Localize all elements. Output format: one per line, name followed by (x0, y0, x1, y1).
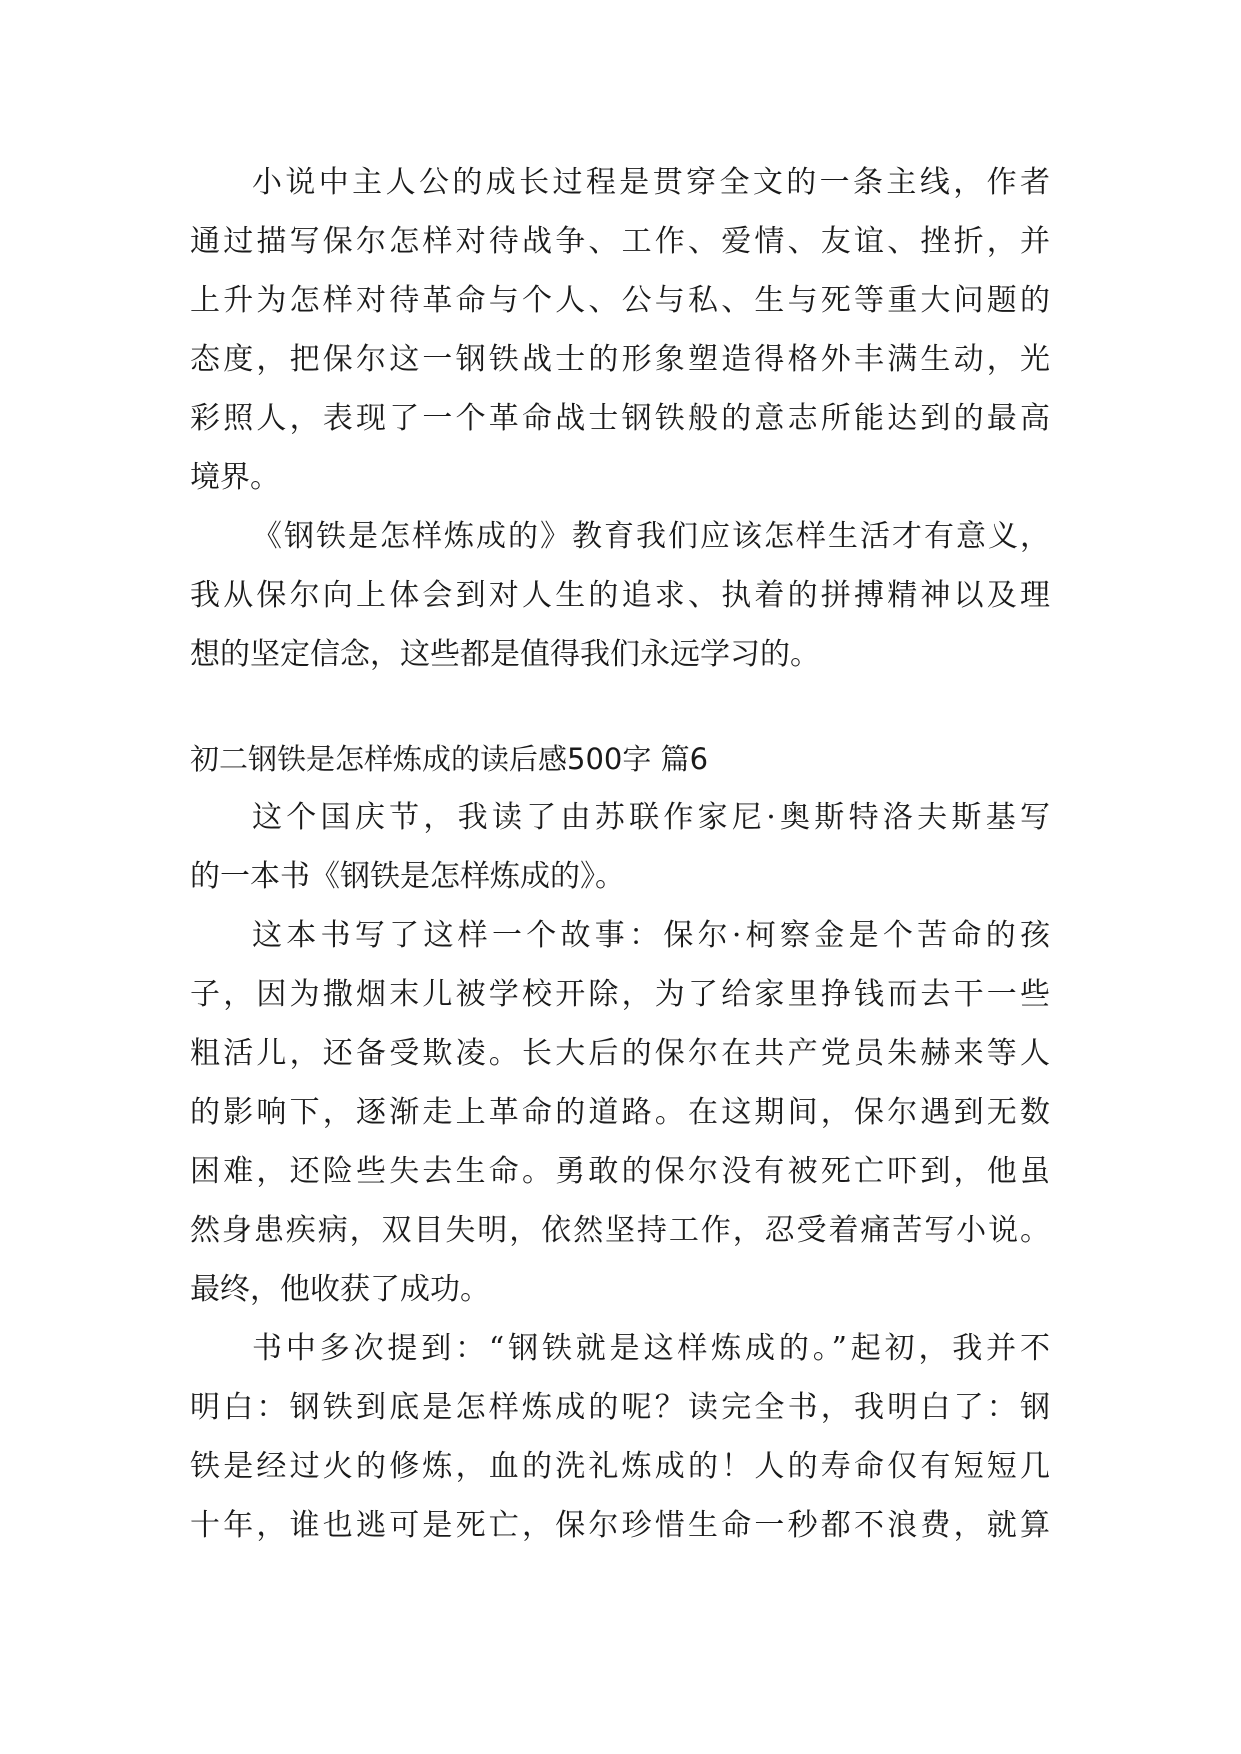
paragraph-line: 粗活儿，还备受欺凌。长大后的保尔在共产党员朱赫来等人 (190, 1036, 1050, 1071)
paragraph-line: 铁是经过火的修炼，血的洗礼炼成的！人的寿命仅有短短几 (190, 1449, 1050, 1484)
paragraph-line: 最终，他收获了成功。 (190, 1272, 490, 1307)
paragraph-line: 《钢铁是怎样炼成的》教育我们应该怎样生活才有意义， (252, 519, 1050, 554)
paragraph-line: 想的坚定信念，这些都是值得我们永远学习的。 (190, 637, 820, 672)
paragraph-line: 彩照人，表现了一个革命战士钢铁般的意志所能达到的最高 (190, 401, 1050, 436)
paragraph-line: 态度，把保尔这一钢铁战士的形象塑造得格外丰满生动，光 (190, 342, 1050, 377)
paragraph-line: 这本书写了这样一个故事：保尔·柯察金是个苦命的孩 (252, 918, 1050, 953)
paragraph-line: 十年，谁也逃可是死亡，保尔珍惜生命一秒都不浪费，就算 (190, 1508, 1050, 1543)
paragraph-line: 书中多次提到：“钢铁就是这样炼成的。”起初，我并不 (252, 1331, 1050, 1366)
paragraph-line: 困难，还险些失去生命。勇敢的保尔没有被死亡吓到，他虽 (190, 1154, 1050, 1189)
paragraph-line: 子，因为撒烟末儿被学校开除，为了给家里挣钱而去干一些 (190, 977, 1050, 1012)
paragraph-line: 然身患疾病，双目失明，依然坚持工作，忍受着痛苦写小说。 (190, 1213, 1050, 1248)
paragraph-line: 的影响下，逐渐走上革命的道路。在这期间，保尔遇到无数 (190, 1095, 1050, 1130)
paragraph-line: 这个国庆节，我读了由苏联作家尼·奥斯特洛夫斯基写 (252, 800, 1050, 835)
paragraph-line: 通过描写保尔怎样对待战争、工作、爱情、友谊、挫折，并 (190, 224, 1050, 259)
section-heading: 初二钢铁是怎样炼成的读后感500字 篇6 (190, 742, 709, 776)
paragraph-line: 我从保尔向上体会到对人生的追求、执着的拼搏精神以及理 (190, 578, 1050, 613)
paragraph-line: 的一本书《钢铁是怎样炼成的》。 (190, 859, 625, 894)
paragraph-line: 明白：钢铁到底是怎样炼成的呢？读完全书，我明白了：钢 (190, 1390, 1050, 1425)
paragraph-line: 境界。 (190, 460, 280, 495)
paragraph-line: 小说中主人公的成长过程是贯穿全文的一条主线，作者 (252, 165, 1050, 200)
paragraph-line: 上升为怎样对待革命与个人、公与私、生与死等重大问题的 (190, 283, 1050, 318)
